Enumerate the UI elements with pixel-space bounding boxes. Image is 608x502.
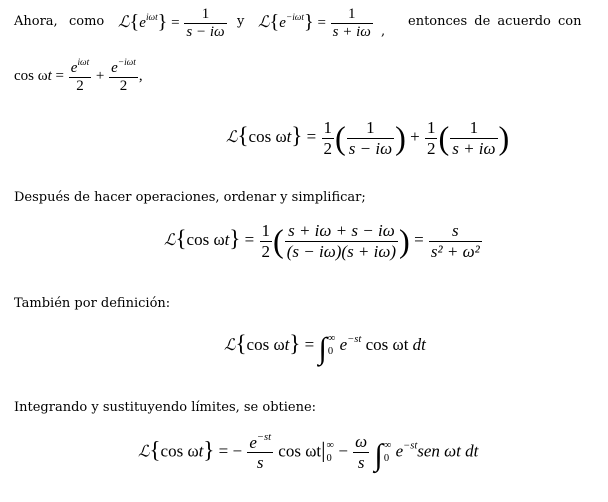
- intro-comma: ,: [381, 24, 386, 39]
- laplace-exp-neg: $ℒ\{e^{-i\omega t}\}$ = $\frac{1}{s + i\omega}$: [258, 6, 371, 41]
- equation-laplace-cos-split: ℒ{cos ωt} = $\frac{1}{2}$ ( $\frac{1}{s - i\omega}$ ) + $\frac{1}{2}$ ( $\frac{1}{s + i\omega}$ ): [226, 118, 510, 158]
- intro-text-entonces: entonces de acuerdo con: [408, 14, 582, 29]
- euler-cos-identity: cos ωt = $\frac{e^{i\omega t}}{2}$ + $\frac{e^{-i\omega t}}{2}$ ,: [14, 58, 143, 95]
- equation-laplace-definition: ℒ{cos ωt} = ∫ ∞ 0 $e^{-st}$ cos ωt dt: [224, 331, 426, 366]
- intro-text-y: y: [237, 14, 245, 29]
- intro-text-ahora: Ahora,: [14, 14, 58, 29]
- laplace-exp-pos: $ℒ\{e^{i\omega t}\}$ = $\frac{1}{s - i\omega}$: [118, 6, 225, 41]
- paragraph-tambien: También por definición:: [14, 296, 171, 311]
- equation-integration-by-parts: ℒ{cos ωt} = − $\frac{e^{-st}}{s}$ cos ωt| ∞ 0 − $\frac{\omega}{s}$ ∫ ∞ 0 $e^{-st}sen$ ωt dt: [138, 432, 479, 473]
- paragraph-integrando: Integrando y sustituyendo límites, se obtiene:: [14, 400, 317, 415]
- paragraph-despues: Después de hacer operaciones, ordenar y simplificar;: [14, 190, 366, 205]
- equation-laplace-cos-simplified: ℒ{cos ωt} = $\frac{1}{2}$ ( $\frac{s + i\omega + s - i\omega}{(s - i\omega)(s + i\omega)}$ ) = $\frac{s}{\text{s² + ω²}}$: [164, 221, 480, 261]
- intro-text-como: como: [69, 14, 105, 29]
